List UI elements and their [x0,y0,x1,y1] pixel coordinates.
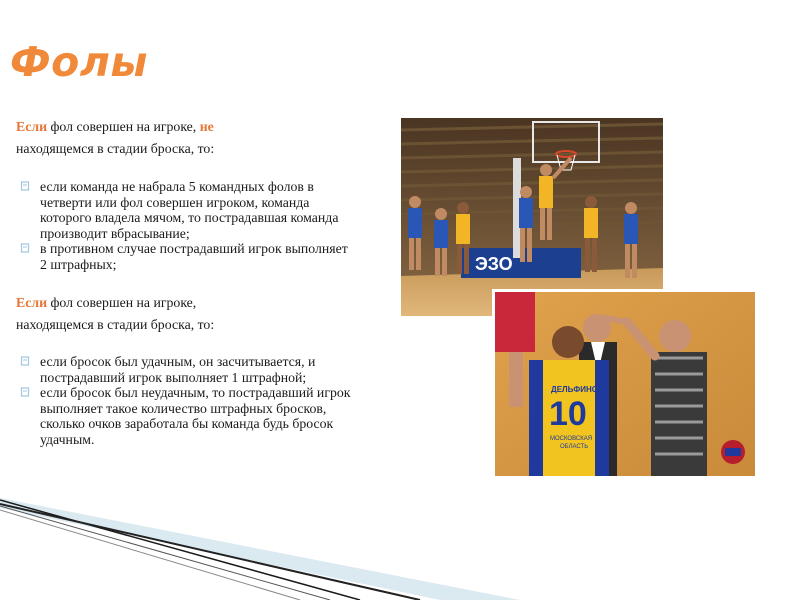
section2-lead-if: Если [16,295,48,310]
jersey-number: 10 [549,395,587,433]
bullet-icon [20,356,30,366]
slide-title: Фолы [10,38,148,86]
section1-bullet-list [16,179,356,272]
list-item [16,241,356,272]
list-item [16,385,356,447]
section2-bullet-list [16,354,356,447]
section2-lead [16,292,356,336]
decorative-swoosh [0,470,800,600]
jersey-text-1: МОСКОВСКАЯ [550,436,593,442]
section2-lead-text: фол совершен на игроке, [47,295,197,310]
bullet-text: если команда не набрала 5 командных фолов в четверти или фол совершен игроком, команда которого владела мячом, то пострадавшая команда производит вбрасывание; [40,179,339,241]
section1-lead-text2: находящемся в стадии броска, то: [16,141,215,156]
section1-lead-if: Если [16,119,48,134]
bullet-icon [20,387,30,397]
basketball-game-photo [401,118,663,316]
list-item [16,354,356,385]
referee-player-photo [495,292,755,476]
list-item [16,179,356,241]
bullet-text: если бросок был удачным, он засчитывается, и пострадавший игрок выполняет 1 штрафной; [40,354,316,385]
bullet-text: если бросок был неудачным, то пострадавший игрок выполняет такое количество штрафных бросков, сколько очков заработала бы команда будь бросок удачным. [40,385,351,447]
section1-lead [16,116,356,160]
svg-text:ЭЗО: ЭЗО [475,254,513,274]
bullet-icon [20,181,30,191]
section1-lead-text: фол совершен на игроке, [47,119,200,134]
section1-lead-not: не [199,119,214,134]
bullet-text: в противном случае пострадавший игрок выполняет 2 штрафных; [40,241,348,272]
jersey-text-2: ОБЛАСТЬ [560,444,589,450]
section2-lead-text2: находящемся в стадии броска, то: [16,317,215,332]
bullet-icon [20,243,30,253]
jersey-name: ДЕЛЬФИНО [551,385,598,394]
slide-body [16,116,356,447]
